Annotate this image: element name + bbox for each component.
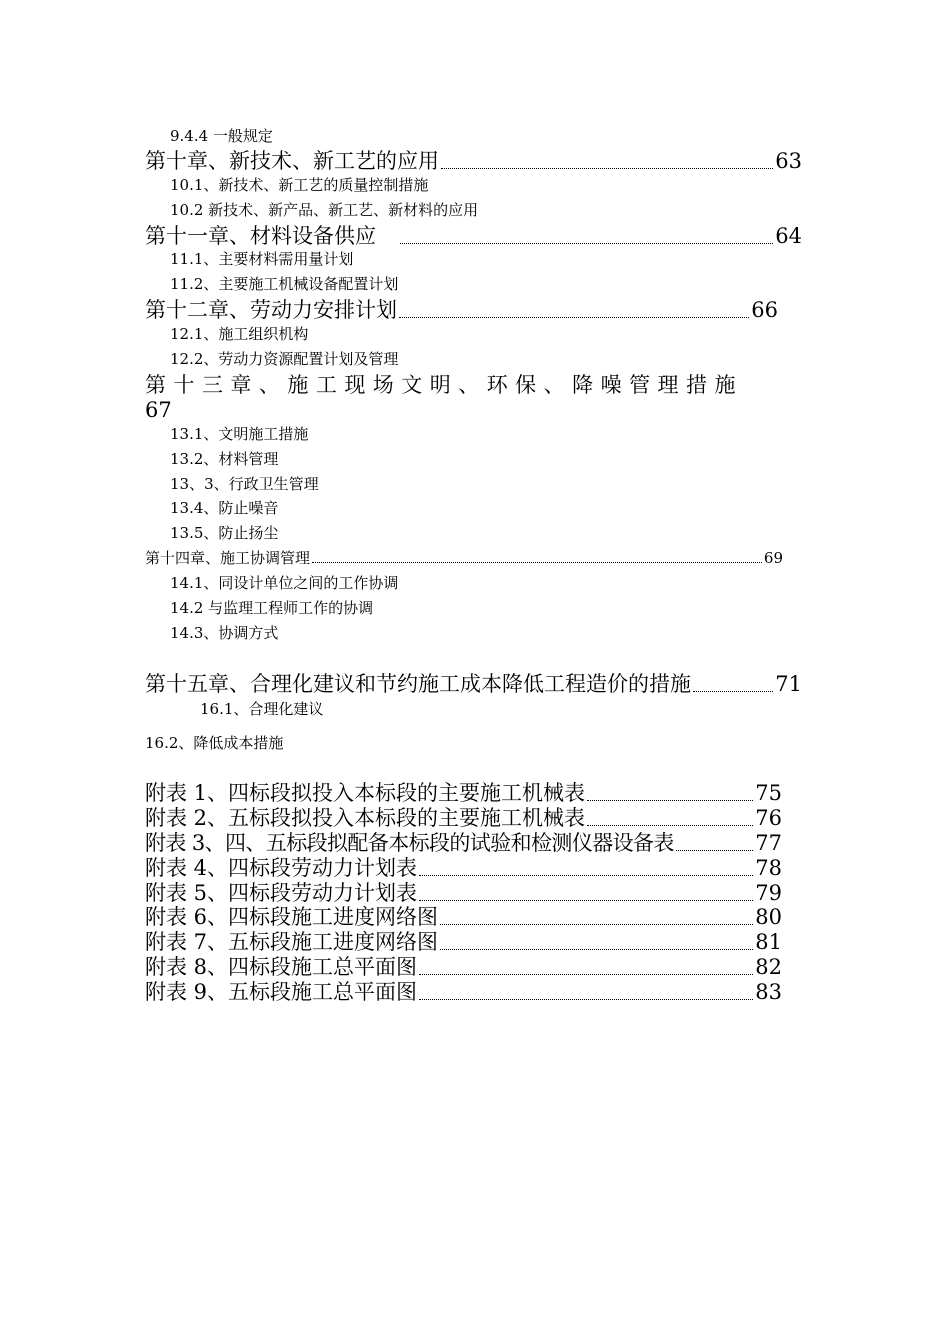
toc-appendix-title: 附表 5、四标段劳动力计划表 bbox=[145, 881, 418, 905]
toc-leader-dots bbox=[693, 691, 773, 692]
toc-entry-label: 13.5、防止扬尘 bbox=[170, 524, 279, 542]
toc-chapter-title: 第十一章、材料设备供应 bbox=[145, 224, 376, 248]
toc-appendix-title: 附表 1、四标段拟投入本标段的主要施工机械表 bbox=[145, 781, 586, 805]
toc-entry-10-2[interactable] bbox=[170, 203, 478, 218]
toc-page-number: 83 bbox=[755, 980, 782, 1004]
toc-page-number: 80 bbox=[755, 905, 782, 929]
toc-leader-dots bbox=[440, 924, 753, 925]
toc-entry-label: 16.1、合理化建议 bbox=[200, 700, 324, 718]
toc-page-number: 79 bbox=[755, 881, 782, 905]
toc-leader-dots bbox=[440, 949, 753, 950]
toc-appendix-title: 附表 2、五标段拟投入本标段的主要施工机械表 bbox=[145, 806, 586, 830]
toc-entry-label: 9.4.4 一般规定 bbox=[170, 127, 273, 145]
toc-leader-dots bbox=[399, 317, 749, 318]
toc-entry-11-1[interactable] bbox=[170, 252, 353, 267]
toc-entry-label: 11.2、主要施工机械设备配置计划 bbox=[170, 275, 399, 293]
toc-entry-12-2[interactable] bbox=[170, 352, 398, 367]
toc-appendix-8[interactable] bbox=[145, 957, 782, 978]
toc-entry-16-2[interactable] bbox=[145, 736, 283, 751]
toc-entry-label: 10.1、新技术、新工艺的质量控制措施 bbox=[170, 176, 429, 194]
toc-chapter-13[interactable] bbox=[145, 375, 805, 396]
toc-appendix-title: 附表 4、四标段劳动力计划表 bbox=[145, 856, 418, 880]
toc-chapter-10[interactable] bbox=[145, 151, 802, 172]
toc-leader-dots bbox=[400, 243, 773, 244]
toc-page-number: 75 bbox=[755, 781, 782, 805]
toc-chapter-14[interactable] bbox=[145, 551, 783, 566]
toc-chapter-title: 第十二章、劳动力安排计划 bbox=[145, 298, 397, 322]
toc-page-number: 67 bbox=[145, 398, 172, 422]
toc-page-number: 77 bbox=[755, 831, 782, 855]
toc-entry-10-1[interactable] bbox=[170, 178, 428, 193]
toc-entry-13-2[interactable] bbox=[170, 452, 278, 467]
toc-entry-16-1[interactable] bbox=[200, 702, 323, 717]
toc-entry-label: 16.2、降低成本措施 bbox=[145, 734, 284, 752]
toc-page-number: 66 bbox=[751, 298, 778, 322]
toc-leader-dots bbox=[419, 999, 753, 1000]
toc-chapter-13-page bbox=[145, 400, 172, 421]
toc-appendix-title: 附表 9、五标段施工总平面图 bbox=[145, 980, 418, 1004]
toc-entry-12-1[interactable] bbox=[170, 327, 308, 342]
toc-entry-label: 12.1、施工组织机构 bbox=[170, 325, 309, 343]
toc-chapter-11[interactable] bbox=[145, 226, 802, 247]
toc-chapter-12[interactable] bbox=[145, 300, 778, 321]
toc-appendix-1[interactable] bbox=[145, 783, 782, 804]
toc-leader-dots bbox=[676, 850, 753, 851]
toc-appendix-title: 附表 7、五标段施工进度网络图 bbox=[145, 930, 439, 954]
toc-page-number: 64 bbox=[775, 224, 802, 248]
toc-chapter-title: 第十章、新技术、新工艺的应用 bbox=[145, 149, 439, 173]
toc-leader-dots bbox=[441, 168, 773, 169]
toc-page-number: 81 bbox=[755, 930, 782, 954]
toc-chapter-title: 第十四章、施工协调管理 bbox=[145, 549, 311, 567]
toc-appendix-2[interactable] bbox=[145, 808, 782, 829]
toc-leader-dots bbox=[419, 875, 753, 876]
toc-entry-label: 13.2、材料管理 bbox=[170, 450, 279, 468]
toc-entry-label: 14.3、协调方式 bbox=[170, 624, 279, 642]
toc-leader-dots bbox=[312, 562, 762, 563]
toc-appendix-7[interactable] bbox=[145, 932, 782, 953]
toc-chapter-15[interactable] bbox=[145, 674, 802, 695]
toc-page-number: 63 bbox=[775, 149, 802, 173]
toc-appendix-title: 附表 3、四、五标段拟配备本标段的试验和检测仪器设备表 bbox=[145, 831, 674, 855]
toc-appendix-6[interactable] bbox=[145, 907, 782, 928]
toc-entry-label: 13.4、防止噪音 bbox=[170, 499, 279, 517]
toc-entry-13-4[interactable] bbox=[170, 501, 278, 516]
toc-page-number: 78 bbox=[755, 856, 782, 880]
toc-entry-label: 10.2 新技术、新产品、新工艺、新材料的应用 bbox=[170, 201, 479, 219]
toc-leader-dots bbox=[419, 974, 753, 975]
toc-appendix-5[interactable] bbox=[145, 883, 782, 904]
toc-entry-13-3[interactable] bbox=[170, 477, 319, 492]
toc-entry-label: 14.2 与监理工程师工作的协调 bbox=[170, 599, 374, 617]
toc-entry-13-5[interactable] bbox=[170, 526, 278, 541]
toc-entry-label: 14.1、同设计单位之间的工作协调 bbox=[170, 574, 399, 592]
toc-page-number: 76 bbox=[755, 806, 782, 830]
toc-appendix-9[interactable] bbox=[145, 982, 782, 1003]
toc-entry-13-1[interactable] bbox=[170, 427, 308, 442]
toc-entry-label: 13.1、文明施工措施 bbox=[170, 425, 309, 443]
toc-entry-14-2[interactable] bbox=[170, 601, 373, 616]
toc-chapter-title: 第 十 三 章 、 施 工 现 场 文 明 、 环 保 、 降 噪 管 理 措 施 bbox=[145, 373, 736, 397]
toc-appendix-3[interactable] bbox=[145, 833, 782, 854]
toc-leader-dots bbox=[587, 800, 753, 801]
toc-entry-9-4-4[interactable] bbox=[170, 129, 273, 144]
toc-entry-14-3[interactable] bbox=[170, 626, 278, 641]
toc-entry-label: 12.2、劳动力资源配置计划及管理 bbox=[170, 350, 399, 368]
toc-entry-label: 11.1、主要材料需用量计划 bbox=[170, 250, 354, 268]
toc-page-number: 69 bbox=[763, 549, 783, 567]
toc-appendix-title: 附表 6、四标段施工进度网络图 bbox=[145, 905, 439, 929]
toc-page-number: 82 bbox=[755, 955, 782, 979]
toc-page-number: 71 bbox=[775, 672, 802, 696]
toc-appendix-4[interactable] bbox=[145, 858, 782, 879]
toc-entry-label: 13、3、行政卫生管理 bbox=[170, 475, 319, 493]
toc-leader-dots bbox=[587, 825, 753, 826]
toc-appendix-title: 附表 8、四标段施工总平面图 bbox=[145, 955, 418, 979]
toc-leader-dots bbox=[419, 900, 753, 901]
toc-entry-11-2[interactable] bbox=[170, 277, 398, 292]
toc-chapter-title: 第十五章、合理化建议和节约施工成本降低工程造价的措施 bbox=[145, 672, 691, 696]
toc-entry-14-1[interactable] bbox=[170, 576, 398, 591]
